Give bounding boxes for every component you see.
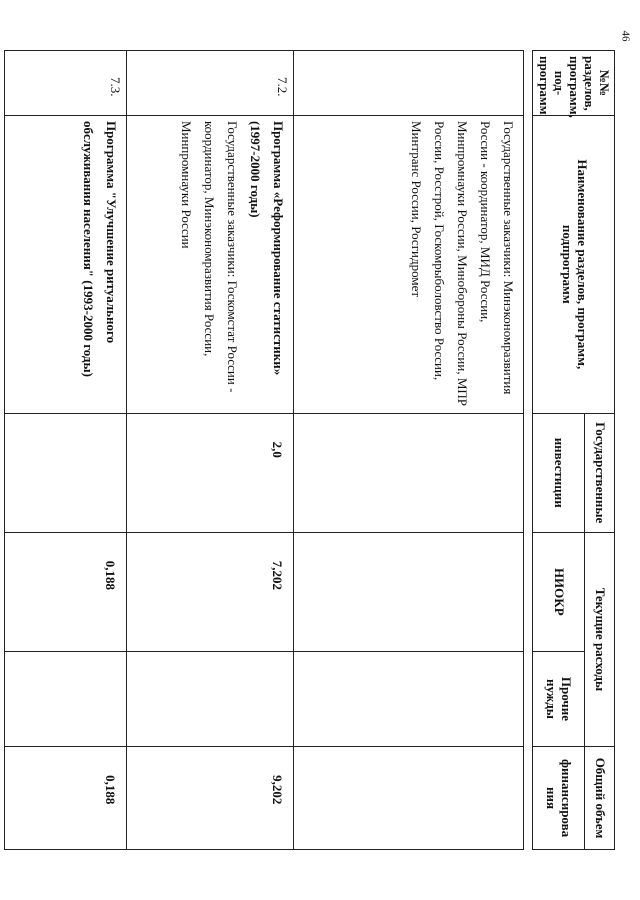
niokr-cell bbox=[294, 532, 524, 651]
investments-cell bbox=[5, 413, 127, 532]
row-name bbox=[5, 115, 127, 413]
header-num: №№ разделов, программ, под-программ bbox=[533, 51, 615, 116]
other-needs-cell bbox=[294, 651, 524, 746]
header-total-sub: финансирова ния bbox=[533, 747, 584, 850]
financing-table bbox=[4, 50, 615, 850]
niokr-cell: 0,188 bbox=[5, 532, 127, 651]
investments-cell bbox=[294, 413, 524, 532]
header-niokr: НИОКР bbox=[533, 532, 584, 651]
total-cell: 0,188 bbox=[5, 747, 127, 850]
investments-cell: 2,0 bbox=[127, 413, 294, 532]
row-number bbox=[294, 51, 524, 116]
row-number: 7.3. bbox=[5, 51, 127, 116]
program-title: Программа "Улучшение ритуального обслуживания населения" (1993-2000 годы) bbox=[81, 120, 120, 377]
header-other-needs: Прочие нужды bbox=[533, 651, 584, 746]
financing-table-rotated bbox=[45, 50, 615, 850]
other-needs-cell bbox=[5, 651, 127, 746]
table-row bbox=[294, 51, 524, 850]
row-name bbox=[127, 115, 294, 413]
table-row bbox=[5, 51, 127, 850]
program-description: Государственные заказчики: Минэкономразвития России - координатор, МИД России, Минпромнауки России, Минобороны России, МПР России, Росстрой, Госкомрыболовство России, Минтранс России, Росгидромет bbox=[409, 120, 517, 407]
header-state-investments-top: Государственные bbox=[584, 413, 614, 532]
header-name: Наименование разделов, программ, подпрограмм bbox=[533, 115, 615, 413]
total-cell bbox=[294, 747, 524, 850]
page-number: 46 bbox=[619, 30, 632, 42]
total-cell: 9,202 bbox=[127, 747, 294, 850]
table-row bbox=[127, 51, 294, 850]
program-description: Государственные заказчики: Госкомстат России - координатор, Минэкономразвития России, Минпромнауки России bbox=[179, 120, 241, 393]
other-needs-cell bbox=[127, 651, 294, 746]
row-number: 7.2. bbox=[127, 51, 294, 116]
header-current-expenses: Текущие расходы bbox=[584, 532, 614, 746]
niokr-cell: 7,202 bbox=[127, 532, 294, 651]
row-name bbox=[294, 115, 524, 413]
header-total-top: Общий объем bbox=[584, 747, 614, 850]
header-state-investments-sub: инвестиции bbox=[533, 413, 584, 532]
program-title: Программа «Реформирование статистики» (1997-2000 годы) bbox=[248, 120, 287, 376]
